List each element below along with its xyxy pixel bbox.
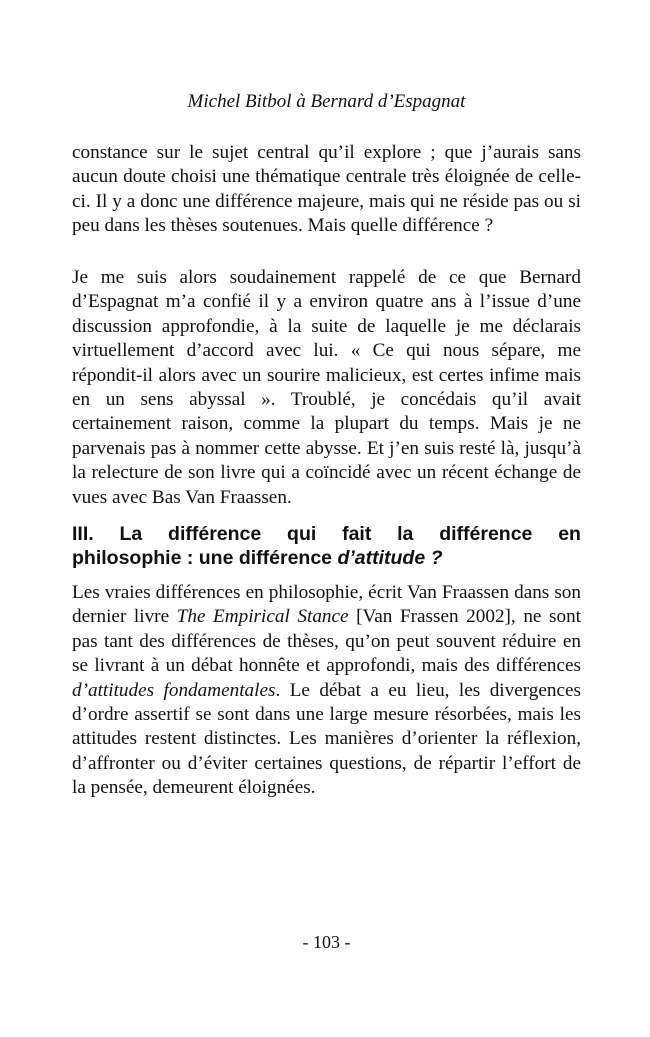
paragraph-2: Je me suis alors soudainement rappelé de ce que Bernard d’Espagnat m’a confié il y a environ quatre ans à l’issue d’une discussion approfondie, à la suite de laquelle je me déclarais virtuellement d’accord avec lui. « Ce qui nous sépare, me répondit-il alors avec un sourire malicieux, est certes infime mais en un sens abyssal ». Troublé, je concédais qu’il avait certainement raison, comme la plupart du temps. Mais je ne parvenais pas à nommer cette abysse. Et j’en suis resté là, jusqu’à la relecture de son livre qui a coïncidé avec un récent échange de vues avec Bas Van Fraassen.: [72, 267, 581, 508]
section-heading: [72, 522, 581, 570]
paragraph-3-part-2: [Van Frassen 2002], ne sont pas tant des différences de thèses, qu’on peut souvent réduire en se livrant à un débat honnête et approfondi, mais des différences: [72, 606, 582, 677]
heading-word: la: [397, 523, 414, 545]
section-number: III.: [72, 523, 94, 545]
emphasis-text: d’attitudes fondamentales: [72, 679, 276, 701]
page-number: - 103 -: [302, 932, 351, 952]
heading-word: La: [119, 523, 143, 545]
heading-word: qui: [287, 523, 317, 545]
paragraph-3-part-3: . Le débat a eu lieu, les divergences d’ordre assertif se sont dans une large mesure résorbées, mais les attitudes restent distinctes. Les manières d’orienter la réflexion, d’affronter ou d’éviter certaines questions, de répartir l’effort de la pensée, demeurent éloignées.: [72, 679, 581, 799]
book-title: The Empirical Stance: [176, 606, 349, 628]
section-heading-line-1: [72, 522, 581, 546]
paragraph-1: constance sur le sujet central qu’il explore ; que j’aurais sans aucun doute choisi une thématique centrale très éloignée de celle-ci. Il y a donc une différence majeure, mais qui ne réside pas ou si peu dans les thèses soutenues. Mais quelle différence ?: [72, 142, 581, 237]
heading-line2-italic: d’attitude ?: [337, 547, 443, 569]
heading-line2-text: philosophie : une différence: [72, 547, 338, 569]
heading-word: en: [558, 523, 581, 545]
section-heading-line-2: [72, 546, 581, 570]
paragraph-3: [72, 581, 581, 801]
heading-word: différence: [439, 523, 533, 545]
heading-word: fait: [342, 523, 372, 545]
paragraph-3-part-1: Les vraies différences en philosophie, écrit Van Fraassen dans son dernier livre: [72, 582, 581, 628]
running-header: Michel Bitbol à Bernard d’Espagnat: [187, 91, 466, 112]
heading-word: différence: [168, 523, 262, 545]
